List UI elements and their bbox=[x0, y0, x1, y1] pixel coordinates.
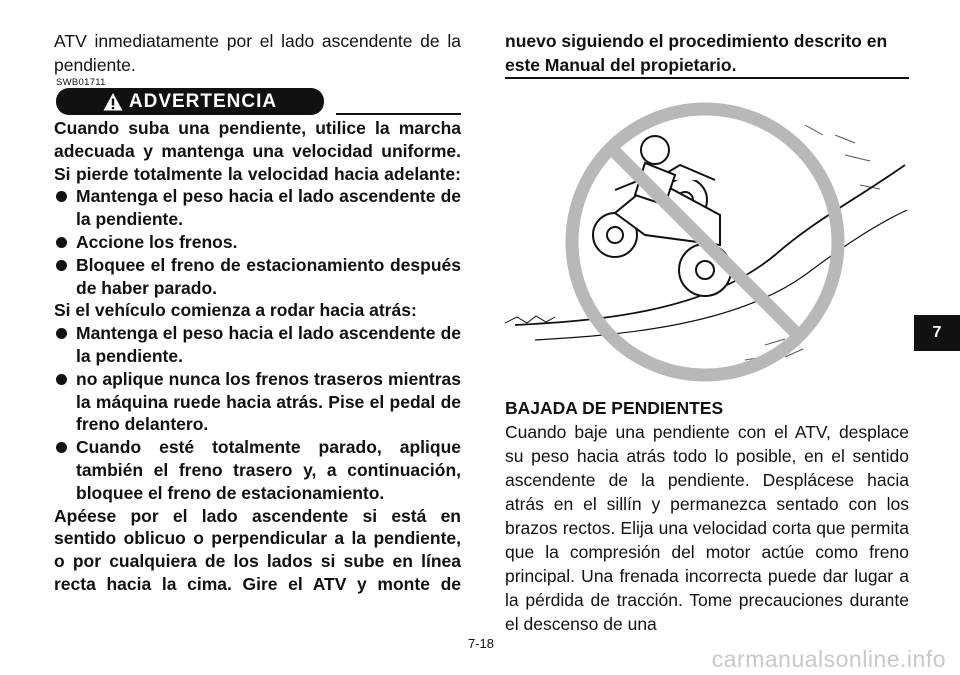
list-item: no aplique nunca los frenos traseros mientras la máquina ruede hacia atrás. Pise el pedal de freno delantero. bbox=[54, 368, 461, 436]
warning-list-1 bbox=[54, 185, 461, 299]
warning-code: SWB01711 bbox=[56, 77, 106, 88]
warning-end-rule bbox=[505, 77, 909, 79]
continuation-text: nuevo siguiendo el procedimiento descrito en este Manual del propietario. bbox=[505, 31, 888, 75]
list-item: Mantenga el peso hacia el lado ascendente de la pendiente. bbox=[54, 322, 461, 368]
chapter-tab: 7 bbox=[914, 315, 960, 351]
warning-end: Apéese por el lado ascendente si está en sentido oblicuo o perpendicular a la pendiente, o por cualquiera de los lados si sube en línea recta hacia la cima. Gire el ATV y monte de bbox=[54, 505, 461, 594]
warning-triangle-icon bbox=[103, 92, 123, 112]
prohibited-atv-climb-illustration bbox=[505, 95, 909, 385]
bullet-icon bbox=[56, 328, 67, 339]
warning-body bbox=[54, 117, 461, 596]
list-item: Cuando esté totalmente parado, aplique también el freno trasero y, a continuación, bloquee el freno de estacionamiento. bbox=[54, 436, 461, 504]
bullet-icon bbox=[56, 237, 67, 248]
list-item: Bloquee el freno de estacionamiento después de haber parado. bbox=[54, 254, 461, 300]
advertencia-label: ADVERTENCIA bbox=[128, 90, 278, 112]
list-item: Mantenga el peso hacia el lado ascendente de la pendiente. bbox=[54, 185, 461, 231]
advertencia-badge bbox=[56, 88, 324, 115]
bullet-icon bbox=[56, 374, 67, 385]
watermark: carmanualsonline.info bbox=[711, 646, 946, 672]
page-number: 7-18 bbox=[467, 636, 495, 651]
warning-list-2 bbox=[54, 322, 461, 504]
section-body: Cuando baje una pendiente con el ATV, desplace su peso hacia atrás todo lo posible, en el sentido ascendente de la pendiente. Desplácese hacia atrás en el sillín y permanezca sentado con los brazos rectos. Elija una velocidad corta que permita que la compresión del motor actúe como freno principal. Una frenada incorrecta puede dar lugar a la pérdida de tracción. Tome precauciones durante el descenso de una bbox=[505, 422, 909, 634]
bullet-icon bbox=[56, 260, 67, 271]
section-title: BAJADA DE PENDIENTES bbox=[505, 398, 724, 418]
intro-text: ATV inmediatamente por el lado ascendente de la pendiente. bbox=[54, 31, 461, 75]
warning-intro: Cuando suba una pendiente, utilice la marcha adecuada y mantenga una velocidad uniforme. Si pierde totalmente la velocidad hacia adelante: bbox=[54, 118, 461, 184]
bullet-icon bbox=[56, 191, 67, 202]
advertencia-header bbox=[56, 88, 461, 116]
warning-mid: Si el vehículo comienza a rodar hacia atrás: bbox=[54, 300, 417, 321]
bullet-icon bbox=[56, 442, 67, 453]
advertencia-rule bbox=[336, 113, 461, 115]
list-item: Accione los frenos. bbox=[54, 231, 461, 254]
